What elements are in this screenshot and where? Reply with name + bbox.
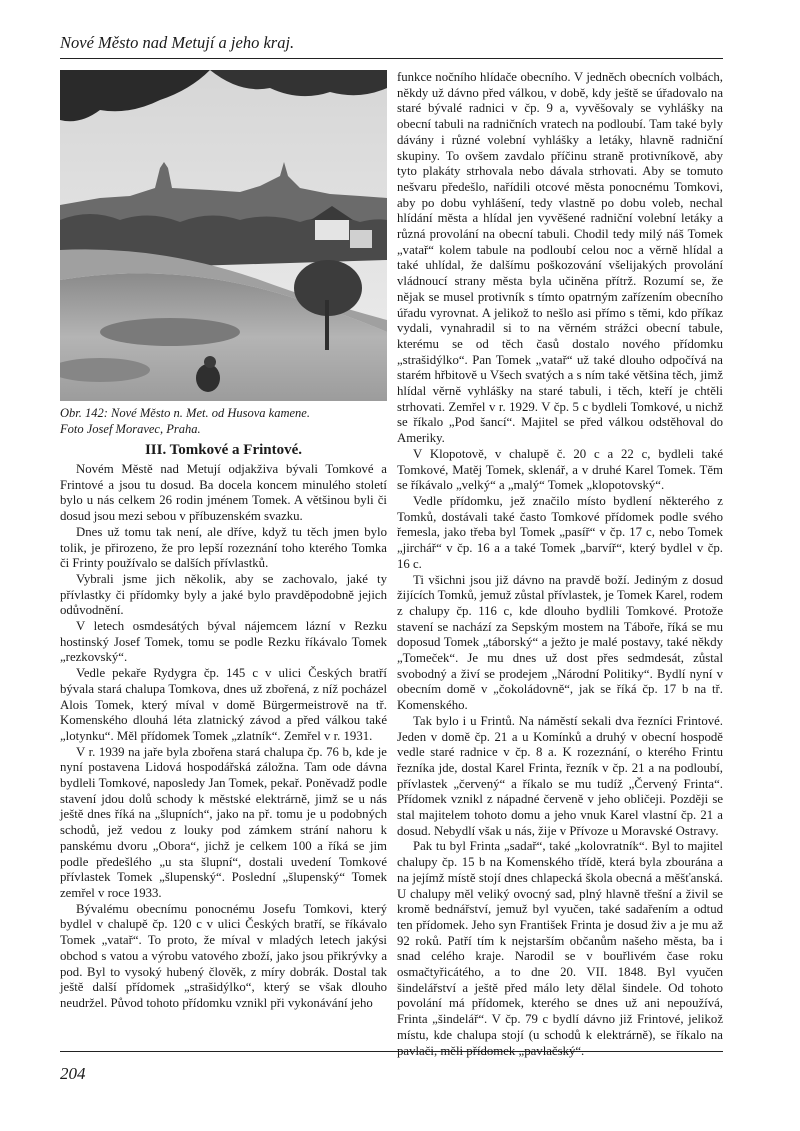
running-header: Nové Město nad Metují a jeho kraj.: [60, 33, 295, 52]
photo-caption-line: Obr. 142: Nové Město n. Met. od Husova kamene.: [60, 406, 310, 420]
photo-credit-line: Foto Josef Moravec, Praha.: [60, 422, 201, 436]
paragraph: Novém Městě nad Metují odjakživa bývali Tomkové a Frintové a jsou tu dosud. Ba docela koncem minulého století bylo u nás celkem 26 rodin jménem Tomek. A většinou byli či dosud jsou mezi sebou v příbuzenském svazku.: [60, 462, 387, 524]
paragraph: Pak tu byl Frinta „sadař“, také „kolovratník“. Byl to majitel chalupy čp. 15 b na Komenského třídě, která byla zbourána a na jejímž místě stojí dnes chlapecká škola obecná a měšťanská. U chalupy měl veliký ovocný sad, plný hlavně třešní a živil se kromě bednářství, jemuž byl vyučen, také sadařením a odtud ten přídomek. Jeho syn František Frinta je dosud živ a je mu až 92 roků. Patří tím k nejstarším občanům našeho města, ba i snad celého kraje. Narodil se v bouřlivém čase roku osmačtyřicátého, a to dne 20. VII. 1848. Byl vyučen šindelářství a ještě před málo lety dělal šindele. Od tohoto povolání má přídomek, kterého se dnes už ani nepoužívá, Frinta „šindelář“. V čp. 79 c bydlí dávno již Frintové, jelikož místu, kde chalupa stojí (u schodů k elektrárně), se říkalo na pavlači, měli přídomek „pavlačský“.: [397, 839, 723, 1058]
section-title: III. Tomkové a Frintové.: [144, 442, 303, 458]
page-number: 204: [60, 1064, 86, 1083]
paragraph: funkce nočního hlídače obecního. V jedněch obecních volbách, někdy už dávno před válkou, v době, kdy ještě se úřadovalo na staré bývalé radnici v čp. 9 a, vyvěšovaly se vyhlášky na obecní tabuli na radničních vratech na podloubí. Tam také byly dávány i různé volební vyhlášky a letáky, hlavně radniční skupiny. To ovšem zavdalo příčinu straně protivníkově, aby tyto plakáty strhovala nebo dávala strhovati. Aby se tomuto nešvaru předešlo, nařídili otcové města ponocnému Tomkovi, aby po dobu vyhlášení, tedy vlastně po dobu voleb, nechal hlídání města a hlídal jen vyvěšené radniční volební letáky a různá provolání na obecní tabuli. Chodil tedy milý náš Tomek „vatař“ kolem tabule na podloubí celou noc a věrně hlídal a také uhlídal, že dalšímu poškozování všelijakých provolání vládnoucí strany města byla učiněna přítrž. Rozumí se, že nějak se musel protivník s tímto opatrným zařízením obecního úřadu vyrovnat. A jelikož to nešlo asi přímo s těmi, kdo příkaz vydali, vynahradil si to na věrném strážci obecní tabule, kterému se od těch časů dostalo nového přídomku „strašidýlko“. Pan Tomek „vatař“ už také dlouho odpočívá na starém hřbitově u Všech svatých a s ním také většina těch, jimž hlídal věrně vyhlášky na staré tabuli, i těch, kteří je chtěli strhovati. Zemřel v r. 1929. V čp. 5 c bydleli Tomkové, u nichž se říkalo „Pod šancí“. Majitel se před válkou odstěhoval do Ameriky.: [397, 70, 723, 446]
paragraph: V letech osmdesátých býval nájemcem lázní v Rezku hostinský Josef Tomek, tomu se podle Rezku říkávalo Tomek „rezkovský“.: [60, 619, 387, 665]
paragraph: Tak bylo i u Frintů. Na náměstí sekali dva řezníci Frintové. Jeden v domě čp. 21 a u Komínků a druhý v obecní hospodě vedle staré radnice v čp. 8 a. K rozeznání, o kterého Frintu řezníka jde, dostal Karel Frinta, řezník v čp. 21 a na podloubí, přívlastek „červený“ a říkalo se mu tudíž „Červený Frinta“. Přídomek vznikl z nápadné červeně v jeho obličeji. Později se stal majitelem tohoto domu a jeho vnuk Karel vlastní čp. 21 a dosud. Nebydlí však u nás, žije v Přívoze u Moravské Ostravy.: [397, 713, 723, 838]
paragraph: V Klopotově, v chalupě č. 20 c a 22 c, bydleli také Tomkové, Matěj Tomek, sklenář, a v druhé Karel Tomek. Těm se říkávalo „velký“ a „malý“ Tomek „klopotovský“.: [397, 446, 723, 493]
paragraph: V r. 1939 na jaře byla zbořena stará chalupa čp. 76 b, kde je nyní postavena Lidová hospodářská záložna. Tam ode dávna bydleli Tomkové, naposledy Jan Tomek, pekař. Poněvadž podle stavení jdou dolů schody k městské elektrárně, jimž se u nás ještě dnes říká na „šlupních“, jako na př. tomu je u podobných schodů, jež vedou z louky pod zámkem strání nahoru k panskému dvoru „Obora“, jichž je celkem 100 a říká se jim podle předešlého „u sta šlupní“, dostali uvedení Tomkové přívlastek Tomek „šlupenský“. Poslední „šlupenský“ Tomek zemřel v roce 1933.: [60, 744, 387, 900]
photo-town-view: [60, 70, 387, 401]
footer-rule: [60, 1051, 723, 1052]
header-rule: [60, 58, 723, 59]
paragraph: Vedle pekaře Rydygra čp. 145 c v ulici Českých bratří bývala stará chalupa Tomkova, dnes už zbořená, z níž pocházel Alois Tomek, který míval v domě Bürgermeistrově na tř. Komenského dlouhá léta zlatnický závod a před válkou také „lotynku“. Měl přídomek Tomek „zlatník“. Zemřel v r. 1931.: [60, 666, 387, 743]
paragraph: Bývalému obecnímu ponocnému Josefu Tomkovi, který bydlel v chalupě čp. 120 c v ulici Českých bratří, se říkávalo Tomek „vatař“. To proto, že míval v mladých letech jakýsi obchod s vatou a výrobu vatového zboží, jako jsou přikrývky a pod. Byl to vysoký hubený člověk, z míry dobrák. Dostal tak ještě další přídomek „strašidýlko“, který se však dlouho neudržel. Původ tohoto přídomku vznikl při vykonávání jeho: [60, 901, 387, 1010]
paragraph: Vybrali jsme jich několik, aby se zachovalo, jaké ty přívlastky či přídomky byly a jaké bylo pravděpodobně jejich odůvodnění.: [60, 571, 387, 618]
paragraph: Vedle přídomku, jež značilo místo bydlení některého z Tomků, dostávali také často Tomkové přídomek podle svého řemesla, jako třeba byl Tomek „pasíř“ v čp. 17 c, nebo Tomek „jirchář“ v čp. 16 a a také Tomek „barvíř“, který bydlel v čp. 16 c.: [397, 493, 723, 571]
paragraph: Dnes už tomu tak není, ale dříve, když tu těch jmen bylo tolik, je přirozeno, že pro lepší rozeznání toho kterého Tomka či Frinty používalo se dalších přívlastků.: [60, 524, 387, 571]
paragraph: Ti všichni jsou již dávno na pravdě boží. Jediným z dosud žijících Tomků, jemuž zůstal přívlastek, je Tomek Karel, rodem z chalupy čp. 116 c, kde dlouho bydlili Tomkové. Protože stavení se nachází za Sepským mostem na Táboře, říká se mu doposud Tomek „táborský“ a ježto je malé postavy, také někdy „Tomeček“. Je mu dnes už dost přes sedmdesát, zůstal svobodný a živí se prodejem „Národní Politiky“. Bydlí nyní v obecním domě v „čokoládovně“, jak se říká čp. 17 b na tř. Komenského.: [397, 572, 723, 713]
photo-caption: [60, 405, 390, 437]
left-column: [60, 441, 387, 1012]
right-column: [397, 70, 723, 1059]
